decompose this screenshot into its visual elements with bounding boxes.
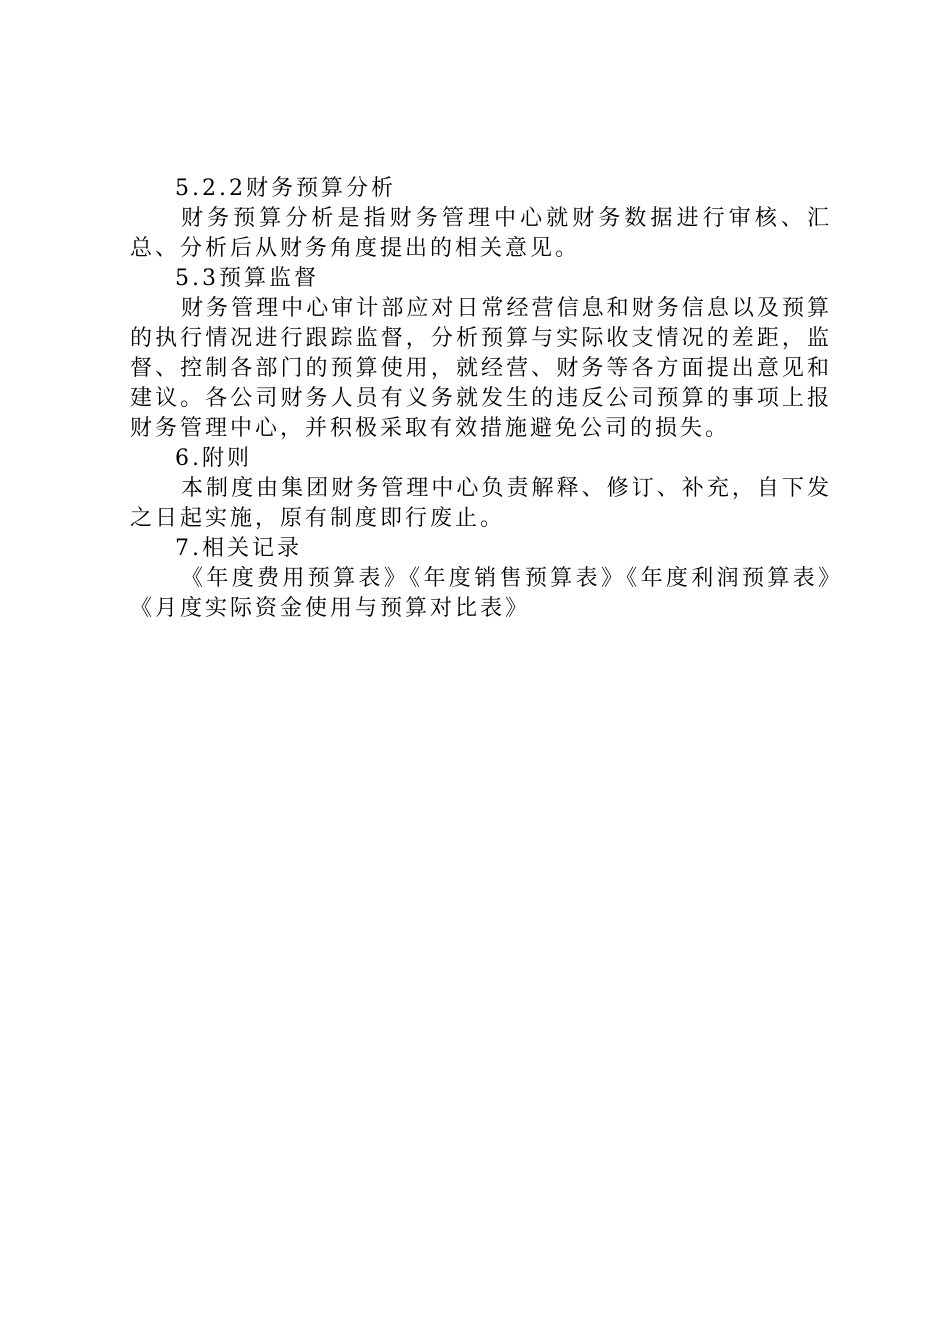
section-body-supplementary-provisions: 本制度由集团财务管理中心负责解释、修订、补充，自下发之日起实施，原有制度即行废止。: [130, 476, 832, 531]
section-heading-budget-supervision: 5.3预算监督: [175, 266, 319, 291]
section-heading-budget-analysis: 5.2.2财务预算分析: [175, 176, 396, 201]
document-body: [130, 174, 832, 624]
section-body-budget-supervision: 财务管理中心审计部应对日常经营信息和财务信息以及预算的执行情况进行跟踪监督，分析预算与实际收支情况的差距，监督、控制各部门的预算使用，就经营、财务等各方面提出意见和建议。各公司财务人员有义务就发生的违反公司预算的事项上报财务管理中心，并积极采取有效措施避免公司的损失。: [130, 296, 832, 441]
section-heading-related-records: 7.相关记录: [175, 536, 302, 561]
section-heading-supplementary-provisions: 6.附则: [175, 446, 252, 471]
section-body-related-records: 《年度费用预算表》《年度销售预算表》《年度利润预算表》《月度实际资金使用与预算对比表》: [130, 566, 832, 621]
section-body-budget-analysis: 财务预算分析是指财务管理中心就财务数据进行审核、汇总、分析后从财务角度提出的相关意见。: [130, 206, 832, 261]
